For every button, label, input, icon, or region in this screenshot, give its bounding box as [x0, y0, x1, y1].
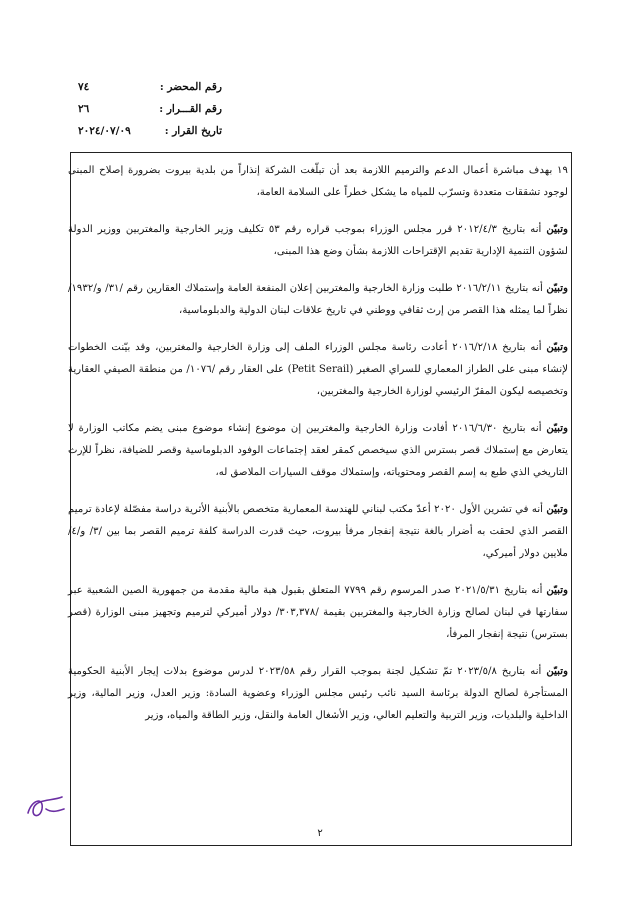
paragraph-text: أنه بتاريخ ٢٠١٦/٢/١٨ أعادت رئاسة مجلس الوزراء الملف إلى وزارة الخارجية والمغتربين، وقد بيّنت الخطوات لإنشاء مبنى على الطراز المعماري للسراي الصغير (Petit Serail) على العقار رقم /١٠٧٦/ من منطقة الصيفي العقارية وتخصيصه ليكون المقرّ الرئيسي لوزارة الخارجية والمغتربين،	[68, 342, 569, 397]
decision-number-row	[72, 98, 222, 120]
paragraph-text: أنه بتاريخ ٢٠٢٣/٥/٨ تمّ تشكيل لجنة بموجب القرار رقم ٢٠٢٣/٥٨ لدرس موضوع بدلات إيجار الأبنية الحكومية المستأجرة لصالح الدولة برئاسة السيد نائب رئيس مجلس الوزراء وعضوية السادة: وزير العدل، وزير المالية، وزير الداخلية والبلديات، وزير التربية والتعليم العالي، وزير الأشغال العامة والنقل، وزير الطاقة والمياه، وزير	[68, 666, 568, 721]
paragraph-lead: وتبيّن	[546, 341, 569, 353]
signature-stroke	[28, 797, 64, 816]
paragraph-text: أنه بتاريخ ٢٠٢١/٥/٣١ صدر المرسوم رقم ٧٧٩٩ المتعلق بقبول هبة مالية مقدمة من جمهورية الصين الشعبية عبر سفارتها في لبنان لصالح وزارة الخارجية والمغتربين بقيمة /٣٠٣,٣٧٨/ دولار أميركي لترميم وتجهيز مبنى الوزارة (قصر بسترس) نتيجة إنفجار المرفأ،	[68, 585, 568, 640]
paragraph-text: أنه بتاريخ ٢٠١٢/٤/٣ قرر مجلس الوزراء بموجب قراره رقم ٥٣ تكليف وزير الخارجية والمغتربين ووزير الدولة لشؤون التنمية الإدارية تقديم الإقتراحات اللازمة بشأن وضع هذا المبنى،	[68, 224, 568, 257]
paragraph-lead: وتبيّن	[546, 282, 568, 294]
paragraph-lead: وتبيّن	[546, 223, 568, 235]
minutes-number-value: ٧٤	[78, 81, 90, 93]
decision-body	[68, 160, 568, 741]
paragraph-text: أنه في تشرين الأول ٢٠٢٠ أعدّ مكتب لبناني للهندسة المعمارية متخصص بالأبنية الأثرية دراسة مفصّلة لإعادة ترميم القصر الذي لحقت به أضرار بالغة نتيجة إنفجار مرفأ بيروت، حيث قدرت الدراسة كلفة ترميم القصر بما بين /٣/ و/٤/ ملايين دولار أميركي،	[68, 504, 568, 559]
paragraph-lead: وتبيّن	[546, 584, 569, 596]
decision-metadata	[72, 76, 222, 142]
intro-paragraph: ١٩ بهدف مباشرة أعمال الدعم والترميم اللازمة بعد أن تبلّغت الشركة إنذاراً من بلدية بيروت بضرورة إصلاح المبنى لوجود تشققات متعددة وتسرّب للمياه ما يشكل خطراً على السلامة العامة،	[68, 165, 568, 198]
paragraph-1	[68, 218, 568, 263]
paragraph-5	[68, 498, 568, 565]
paragraph-6	[68, 579, 568, 646]
paragraph-2	[68, 277, 568, 322]
paragraph-lead: وتبيّن	[546, 422, 568, 434]
decision-date-label: تاريخ القرار :	[164, 125, 222, 137]
paragraph-3	[68, 336, 568, 403]
minutes-number-row	[72, 76, 222, 98]
decision-number-value: ٢٦	[78, 103, 90, 115]
decision-date-value: ٢٠٢٤/٠٧/٠٩	[78, 125, 131, 137]
handwritten-signature	[22, 787, 68, 825]
decision-number-label: رقم القـــرار :	[159, 103, 222, 115]
minutes-number-label: رقم المحضر :	[159, 81, 222, 93]
paragraph-4	[68, 417, 568, 484]
decision-date-row	[72, 120, 222, 142]
page-number: ٢	[317, 828, 323, 839]
paragraph-lead: وتبيّن	[546, 503, 569, 515]
paragraph-7	[68, 660, 568, 727]
paragraph-lead: وتبيّن	[546, 665, 569, 677]
paragraph-text: أنه بتاريخ ٢٠١٦/٢/١١ طلبت وزارة الخارجية والمغتربين إعلان المنفعة العامة وإستملاك العقارين رقم /٣١/ و/١٩٣٢/ نظراً لما يمثله هذا القصر من إرث ثقافي ووطني في تاريخ علاقات لبنان الدولية والدبلوماسية،	[68, 283, 568, 316]
paragraph-text: أنه بتاريخ ٢٠١٦/٦/٣٠ أفادت وزارة الخارجية والمغتربين إن موضوع إنشاء موضوع مبنى يضم مكاتب الوزارة لا يتعارض مع إستملاك قصر بسترس الذي سيخصص كمقر لعقد إجتماعات الوفود الدبلوماسية وقصر للضيافة، نظراً للإرث التاريخي الذي طبع به إسم القصر ومحتوياته، وإستملاك موقف السيارات الملاصق له،	[68, 423, 568, 478]
